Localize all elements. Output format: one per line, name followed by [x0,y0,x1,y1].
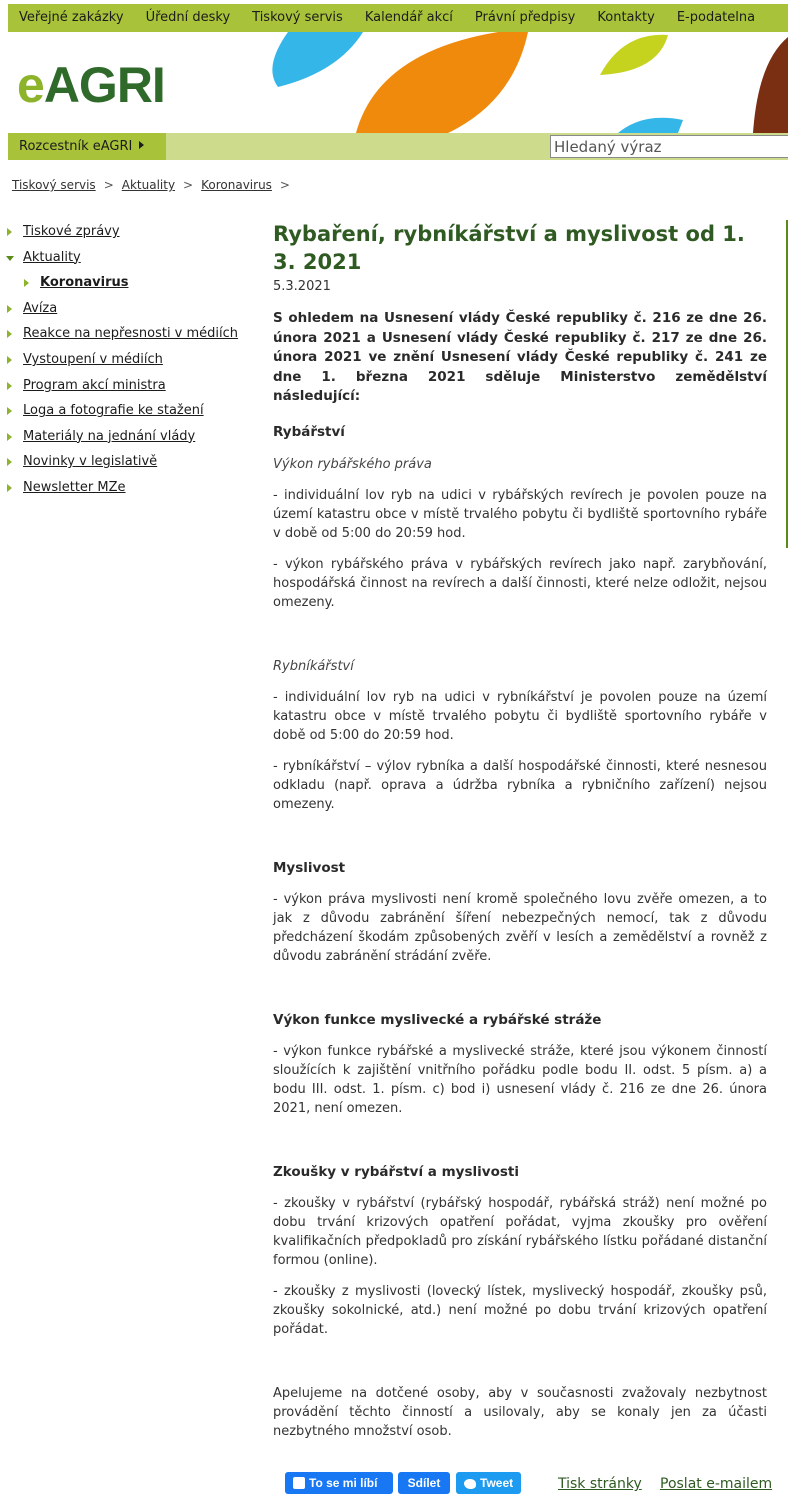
top-navigation [8,4,788,32]
sidebar-item-label[interactable]: Aktuality [23,249,81,265]
rozcestnik-eagri-button[interactable]: Rozcestník eAGRI [8,133,166,160]
orange-leaf-shape [356,32,528,133]
send-email-link[interactable]: Poslat e-mailem [660,1476,773,1492]
sidebar-navigation [6,223,256,505]
facebook-like-button[interactable]: To se mi líbí [285,1472,393,1494]
chevron-right-icon [7,407,12,415]
article-date: 5.3.2021 [273,279,331,294]
sidebar-item-label[interactable]: Loga a fotografie ke stažení [23,403,204,419]
paragraph: - výkon rybářského práva v rybářských revírech jako např. zarybňování, hospodářská činnost na revírech a další činnosti, které nelze odložit, nejsou omezeny. [273,556,767,610]
sidebar-item-vystoupeni [6,351,256,377]
sidebar-item-label[interactable]: Koronavirus [40,275,129,291]
chevron-right-icon [7,356,12,364]
sidebar-item-loga [6,402,256,428]
breadcrumb-separator: > [103,178,114,192]
topnav-kalendar-akci[interactable]: Kalendář akcí [364,10,453,25]
chevron-right-icon [7,484,12,492]
sidebar-item-aviza [6,300,256,326]
secondary-bar [8,133,788,160]
topnav-verejne-zakazky[interactable]: Veřejné zakázky [19,10,124,25]
chevron-right-icon [24,279,29,287]
article-lead: S ohledem na Usnesení vlády České republiky č. 216 ze dne 26. února 2021 a Usnesení vlády České republiky č. 217 ze dne 26. února 2021 ve znění Usnesení vlády České republiky č. 241 ze dne 1. března 2021 sděluje Ministerstvo zemědělství následující: [273,310,767,404]
breadcrumb-separator: > [279,178,290,192]
chevron-right-icon [139,141,144,149]
print-page-link[interactable]: Tisk stránky [558,1476,642,1492]
section-heading-myslivost: Myslivost [273,859,346,876]
paragraph: - individuální lov ryb na udici v rybářských revírech je povolen pouze na území katastru obce v místě trvalého pobytu či bydliště sportovního rybáře v době od 5:00 do 20:59 hod. [273,487,767,541]
paragraph: - individuální lov ryb na udici v rybníkářství je povolen pouze na území katastru obce v místě trvalého pobytu či bydliště sportovního rybáře v době od 5:00 do 20:59 hod. [273,689,767,743]
sidebar-item-label[interactable]: Materiály na jednání vlády [23,428,196,444]
page-title: Rybaření, rybníkářství a myslivost od 1. 3. 2021 [273,222,745,274]
breadcrumb-separator: > [183,178,194,192]
section-heading-zkousky: Zkoušky v rybářství a myslivosti [273,1163,519,1180]
paragraph: - zkoušky v rybářství (rybářský hospodář, rybářská stráž) není možné po dobu trvání krizových opatření pořádat, vyjma zkoušky pro ověření kvalifikačních předpokladů pro získání rybářského lístku pořádané distanční formou (online). [273,1195,767,1268]
sidebar-item-label[interactable]: Avíza [23,300,58,316]
paragraph: - výkon funkce rybářské a myslivecké stráže, které jsou výkonem činností sloužících k zajištění vnitřního pořádku podle bodu II. odst. 5 písm. a) a bodu III. odst. 1. písm. c) bod i) usnesení vlády č. 216 ze dne 26. února 2021, není omezen. [273,1043,767,1116]
paragraph: - zkoušky z myslivosti (lovecký lístek, myslivecký hospodář, zkoušky psů, zkoušky sokolnické, atd.) není možné po dobu trvání krizových opatření pořádat. [273,1283,767,1337]
lime-leaf-shape [600,35,668,75]
sidebar-item-reakce [6,325,256,351]
chevron-right-icon [7,382,12,390]
breadcrumb [12,178,298,192]
sidebar-item-newsletter [6,479,256,505]
sidebar-item-tiskove-zpravy [6,223,256,249]
chevron-down-icon [6,256,14,261]
topnav-pravni-predpisy[interactable]: Právní předpisy [474,10,576,25]
breadcrumb-tiskovy-servis[interactable]: Tiskový servis [12,178,96,192]
brown-leaf-shape [753,37,788,133]
article-actions [285,1472,773,1496]
topnav-tiskovy-servis[interactable]: Tiskový servis [252,10,343,25]
chevron-right-icon [7,458,12,466]
sidebar-item-novinky [6,453,256,479]
subheading-rybnikarstvi: Rybníkářství [273,658,354,674]
blue-leaf-shape [618,118,683,133]
decorative-leaf-banner [238,32,788,133]
facebook-share-button[interactable]: Sdílet [398,1472,450,1494]
search-input[interactable] [550,135,788,158]
twitter-bird-icon [464,1479,476,1489]
paragraph: - výkon práva myslivosti není kromě společného lovu zvěře omezen, a to jak z důvodu zabránění šíření nebezpečných nemocí, tak z důvodu předcházení škodám způsobených zvěří v lesích a zemědělství a rovněž z důvodu zabránění strádání zvěře. [273,891,767,964]
sidebar-item-koronavirus [6,274,256,300]
thumbs-up-icon [293,1477,305,1489]
site-header [8,32,788,133]
breadcrumb-koronavirus[interactable]: Koronavirus [201,178,272,192]
sidebar-item-label[interactable]: Tiskové zprávy [23,224,120,239]
sidebar-item-label[interactable]: Program akcí ministra [23,377,166,393]
chevron-right-icon [7,228,12,236]
article [273,220,767,1441]
sidebar-item-label[interactable]: Novinky v legislativě [23,454,158,470]
chevron-right-icon [7,433,12,441]
paragraph: - rybníkářství – výlov rybníka a další hospodářské činnosti, které nesnesou odkladu (např. oprava a údržba rybníka a rybničního zařízení) nejsou omezeny. [273,758,767,812]
topnav-uredni-desky[interactable]: Úřední desky [145,10,231,25]
sidebar-item-label[interactable]: Vystoupení v médiích [23,351,163,367]
sidebar-item-aktuality [6,249,256,275]
sidebar-item-label[interactable]: Newsletter MZe [23,479,126,495]
sidebar-item-materialy [6,428,256,454]
paragraph: Apelujeme na dotčené osoby, aby v současnosti zvažovaly nezbytnost provádění těchto činností a usilovaly, aby se konaly jen za účasti nezbytného množství osob. [273,1385,767,1439]
breadcrumb-aktuality[interactable]: Aktuality [121,178,176,192]
section-heading-straz: Výkon funkce myslivecké a rybářské stráže [273,1011,602,1028]
sidebar-item-label[interactable]: Reakce na nepřesnosti v médiích [23,326,239,342]
section-heading-rybarstvi: Rybářství [273,423,345,440]
eagri-logo[interactable]: eAGRI [17,57,165,113]
tweet-button[interactable]: Tweet [456,1472,521,1494]
sidebar-item-program [6,377,256,403]
subheading-vykon-rybarskeho-prava: Výkon rybářského práva [273,456,432,472]
topnav-e-podatelna[interactable]: E-podatelna [676,10,756,25]
topnav-kontakty[interactable]: Kontakty [597,10,655,25]
chevron-right-icon [7,330,12,338]
chevron-right-icon [7,305,12,313]
blue-leaf-shape [272,32,363,87]
